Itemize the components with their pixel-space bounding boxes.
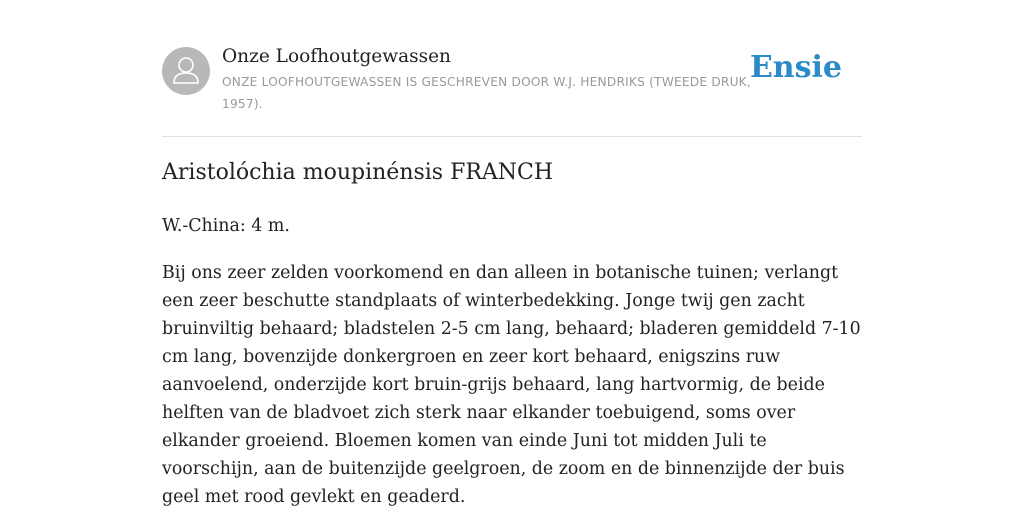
source-description: ONZE LOOFHOUTGEWASSEN IS GESCHREVEN DOOR W.J. HENDRIKS (TWEEDE DRUK, 1957).: [222, 75, 751, 111]
entry-title: Aristolóchia moupinénsis FRANCH: [162, 160, 554, 185]
entry-description-paragraph: Bij ons zeer zelden voorkomend en dan alleen in botanische tuinen; verlangt een zeer beschutte standplaats of winterbedekking. Jonge twij gen zacht bruinviltig behaard; bladstelen 2-5 cm lang, behaard; bladeren gemiddeld 7-10 cm lang, bovenzijde donkergroen en zeer kort behaard, enigszins ruw aanvoelend, onderzijde kort bruin-grijs behaard, lang hartvormig, de beide helften van de bladvoet zich sterk naar elkander toebuigend, soms over elkander groeiend. Bloemen komen van einde Juni tot midden Juli te voorschijn, aan de buitenzijde geelgroen, de zoom en de binnenzijde der buis geel met rood gevlekt en geaderd.: [162, 263, 861, 507]
source-title[interactable]: Onze Loofhoutgewassen: [222, 46, 451, 67]
user-silhouette-icon: [162, 47, 210, 95]
entry-origin-paragraph: W.-China: 4 m.: [162, 216, 290, 236]
source-header: [162, 44, 862, 137]
brand-logo[interactable]: Ensie: [749, 50, 842, 85]
